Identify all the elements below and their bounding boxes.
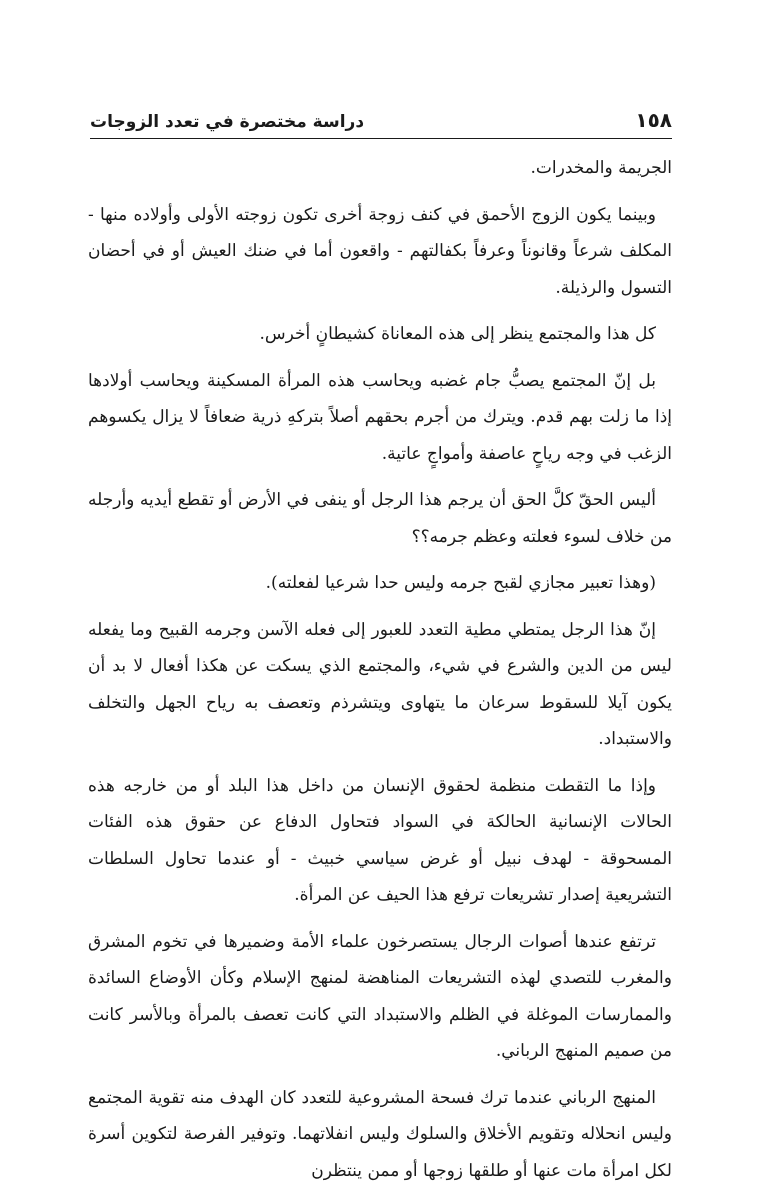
paragraph: كل هذا والمجتمع ينظر إلى هذه المعاناة كشيطانٍ أخرس. bbox=[259, 324, 656, 344]
paragraph: إنّ هذا الرجل يمتطي مطية التعدد للعبور إلى فعله الآسن وجرمه القبيح وما يفعله ليس من الدين والشرع في شيء، والمجتمع الذي يسكت عن هكذا أفعال لا بد أن يكون آيلا للسقوط سرعان ما يتهاوى ويتشرذم وتعصف به رياح الجهل والتخلف والاستبداد. bbox=[88, 619, 672, 749]
paragraph: ترتفع عندها أصوات الرجال يستصرخون علماء الأمة وضميرها في تخوم المشرق والمغرب للتصدي لهذه التشريعات المناهضة لمنهج الإسلام وكأن الأوضاع السائدة والممارسات الموغلة في الظلم والاستبداد التي كانت تعصف بالمرأة وبالأسر كانت من صميم المنهج الرباني. bbox=[88, 931, 672, 1061]
page-body bbox=[88, 150, 672, 1199]
running-title: دراسة مختصرة في تعدد الزوجات bbox=[90, 112, 365, 132]
paragraph: الجريمة والمخدرات. bbox=[530, 158, 672, 178]
page-number: ١٥٨ bbox=[635, 108, 672, 132]
paragraph: بل إنّ المجتمع يصبُّ جام غضبه ويحاسب هذه المرأة المسكينة ويحاسب أولادها إذا ما زلت بهم قدم. ويترك من أجرم بحقهم أصلاً بتركهِ ذرية ضعافاً لا يزال يكسوهم الزغب في وجه رياحٍ عاصفة وأمواجٍ عاتية. bbox=[88, 370, 672, 464]
page-header bbox=[90, 100, 672, 139]
paragraph: (وهذا تعبير مجازي لقبح جرمه وليس حدا شرعيا لفعلته). bbox=[265, 573, 656, 593]
paragraph: المنهج الرباني عندما ترك فسحة المشروعية للتعدد كان الهدف منه تقوية المجتمع وليس انحلاله وتقويم الأخلاق والسلوك وليس انفلاتهما. وتوفير الفرصة لتكوين أسرة لكل امرأة مات عنها أو طلقها زوجها أو ممن ينتظرن bbox=[88, 1087, 672, 1181]
paragraph: وإذا ما التقطت منظمة لحقوق الإنسان من داخل هذا البلد أو من خارجه هذه الحالات الإنسانية الحالكة في السواد فتحاول الدفاع عن حقوق هذه الفئات المسحوقة - لهدف نبيل أو غرض سياسي خبيث - أو عندما تحاول السلطات التشريعية إصدار تشريعات ترفع هذا الحيف عن المرأة. bbox=[88, 775, 672, 905]
paragraph: أليس الحقّ كلَّ الحق أن يرجم هذا الرجل أو ينفى في الأرض أو تقطع أيديه وأرجله من خلاف لسوء فعلته وعظم جرمه؟؟ bbox=[88, 490, 672, 547]
paragraph: وبينما يكون الزوج الأحمق في كنف زوجة أخرى تكون زوجته الأولى وأولاده منها - المكلف شرعاً وقانوناً وعرفاً بكفالتهم - واقعون أما في ضنك العيش أو في أحضان التسول والرذيلة. bbox=[88, 204, 672, 298]
